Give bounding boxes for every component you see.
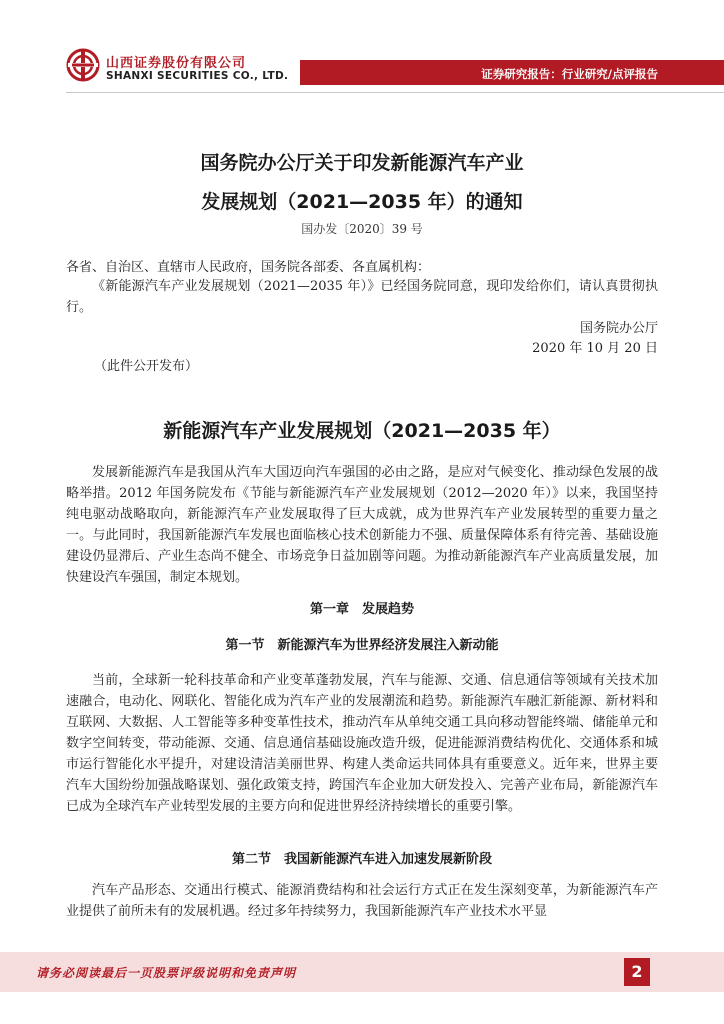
notice-body: 《新能源汽车产业发展规划（2021—2035 年）》已经国务院同意，现印发给你们，请认真贯彻执行。 [66,279,658,315]
section-2-heading: 第二节 我国新能源汽车进入加速发展新阶段 [231,852,492,867]
plan-intro: 发展新能源汽车是我国从汽车大国迈向汽车强国的必由之路，是应对气候变化、推动绿色发展的战略举措。2012 年国务院发布《节能与新能源汽车产业发展规划（2012—2020 年）》以来，我国坚持纯电驱动战略取向，新能源汽车产业发展取得了巨大成就，成为世界汽车产业发展转型的重要力量之一。与此同时，我国新能源汽车发展也面临核心技术创新能力不强、质量保障体系有待完善、基础设施建设仍显滞后、产业生态尚不健全、市场竞争日益加剧等问题。为推动新能源汽车产业高质量发展，加快建设汽车强国，制定本规划。 [66,465,658,585]
notice-title-line2: 发展规划（2021—2035 年）的通知 [201,191,523,213]
notice-date: 2020 年 10 月 20 日 [532,341,658,356]
chapter-1-heading: 第一章 发展趋势 [309,602,414,617]
notice-note: （此件公开发布） [94,359,199,374]
section-2-body: 汽车产品形态、交通出行模式、能源消费结构和社会运行方式正在发生深刻变革，为新能源汽车产业提供了前所未有的发展机遇。经过多年持续努力，我国新能源汽车产业技术水平显 [66,883,658,919]
company-name-en: SHANXI SECURITIES CO., LTD. [106,70,289,82]
notice-salutation: 各省、自治区、直辖市人民政府，国务院各部委、各直属机构： [66,260,431,275]
notice-title-line1: 国务院办公厅关于印发新能源汽车产业 [200,152,524,174]
document-number: 国办发〔2020〕39 号 [301,222,423,236]
footer-disclaimer: 请务必阅读最后一页股票评级说明和免责声明 [36,966,297,980]
company-name-cn: 山西证券股份有限公司 [106,56,247,71]
notice-signature: 国务院办公厅 [579,321,658,336]
plan-title: 新能源汽车产业发展规划（2021—2035 年） [163,420,561,442]
page-number: 2 [624,958,650,986]
page-header [0,0,724,100]
section-1-body: 当前，全球新一轮科技革命和产业变革蓬勃发展，汽车与能源、交通、信息通信等领域有关技术加速融合，电动化、网联化、智能化成为汽车产业的发展潮流和趋势。新能源汽车融汇新能源、新材料和互联网、大数据、人工智能等多种变革性技术，推动汽车从单纯交通工具向移动智能终端、储能单元和数字空间转变，带动能源、交通、信息通信基础设施改造升级，促进能源消费结构优化、交通体系和城市运行智能化水平提升，对建设清洁美丽世界、构建人类命运共同体具有重要意义。近年来，世界主要汽车大国纷纷加强战略谋划、强化政策支持，跨国汽车企业加大研发投入、完善产业布局，新能源汽车已成为全球汽车产业转型发展的主要方向和促进世界经济持续增长的重要引擎。 [66,673,658,814]
report-type-tag: 证券研究报告：行业研究/点评报告 [481,67,658,81]
section-1-heading: 第一节 新能源汽车为世界经济发展注入新动能 [225,638,499,653]
shanxi-securities-logo-icon [66,48,100,82]
header-divider [66,92,724,93]
